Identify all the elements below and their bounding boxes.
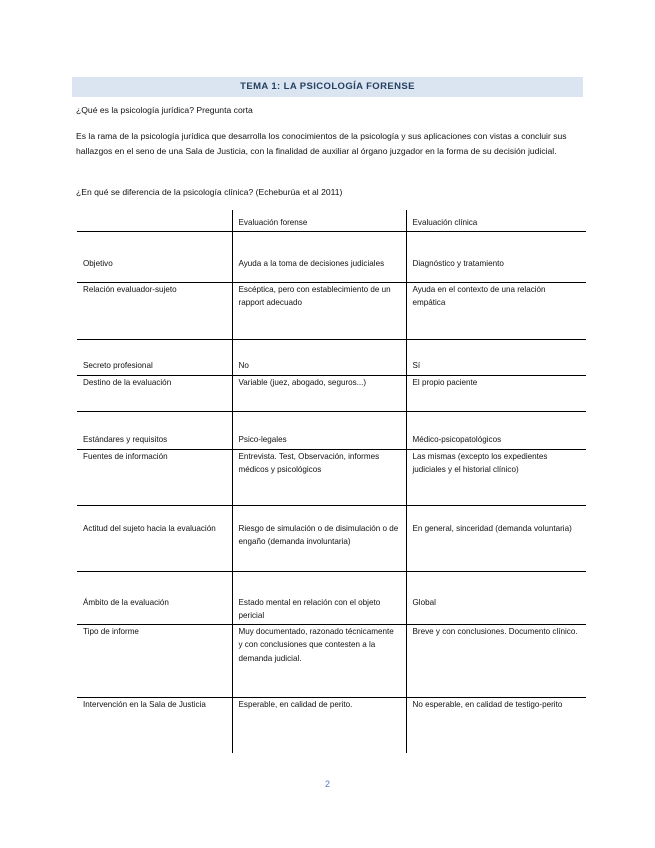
row-label: Relación evaluador-sujeto [77,282,232,339]
row-label: Destino de la evaluación [77,375,232,411]
row-label: Secreto profesional [77,339,232,375]
table-row [77,411,586,449]
row-clinica: Diagnóstico y tratamiento [406,231,586,282]
row-clinica: Las mismas (excepto los expedientes judiciales y el historial clínico) [406,449,586,505]
table-row [77,624,586,697]
row-clinica: No esperable, en calidad de testigo-perito [412,699,563,709]
row-forense: Psico-legales [232,411,406,449]
row-forense: Estado mental en relación con el objeto pericial [232,571,406,624]
row-clinica: Sí [406,339,586,375]
row-forense: Esperable, en calidad de perito. [232,697,406,753]
row-label: Intervención en la Sala de Justicia [83,699,206,709]
table-row [77,571,586,624]
table-row [77,505,586,571]
row-clinica: Global [406,571,586,624]
table-row [77,375,586,411]
section-title-banner: TEMA 1: LA PSICOLOGÍA FORENSE [72,77,583,97]
page-number: 2 [324,779,330,789]
row-label: Tipo de informe [77,624,232,697]
row-forense: No [232,339,406,375]
row-forense: Ayuda a la toma de decisiones judiciales [232,231,406,282]
header-cell-empty [77,210,232,231]
row-forense: Riesgo de simulación o de disimulación o de engaño (demanda involuntaria) [232,505,406,571]
row-clinica: En general, sinceridad (demanda voluntaria) [406,505,586,571]
table-row [77,282,586,339]
table-row [77,697,586,753]
row-clinica: El propio paciente [406,375,586,411]
table-row [77,449,586,505]
row-forense: Escéptica, pero con establecimiento de un rapport adecuado [232,282,406,339]
row-label: Ámbito de la evaluación [77,571,232,624]
header-cell-forense: Evaluación forense [232,210,406,231]
row-forense: Entrevista. Test, Observación, informes médicos y psicológicos [232,449,406,505]
answer-paragraph: Es la rama de la psicología jurídica que desarrolla los conocimientos de la psicología y sus aplicaciones con vistas a concluir sus hallazgos en el seno de una Sala de Justicia, con la finalidad de auxiliar al órgano juzgador en la forma de su decisión judicial. [76,131,567,156]
row-forense: Variable (juez, abogado, seguros...) [232,375,406,411]
row-clinica: Ayuda en el contexto de una relación empática [406,282,586,339]
comparison-table [77,210,586,753]
row-clinica: Médico-psicopatológicos [406,411,586,449]
row-label: Estándares y requisitos [77,411,232,449]
row-forense: Muy documentado, razonado técnicamente y con conclusiones que contesten a la demanda judicial. [232,624,406,697]
row-label: Fuentes de información [77,449,232,505]
question-difference: ¿En qué se diferencia de la psicología clínica? (Echeburúa et al 2011) [76,187,343,197]
header-cell-clinica: Evaluación clínica [406,210,586,231]
row-label: Actitud del sujeto hacia la evaluación [77,505,232,571]
row-label: Objetivo [77,231,232,282]
question-what-is: ¿Qué es la psicología jurídica? Pregunta corta [76,105,253,115]
row-clinica: Breve y con conclusiones. Documento clínico. [406,624,586,697]
table-row [77,339,586,375]
table-header-row [77,210,586,231]
table-row [77,231,586,282]
